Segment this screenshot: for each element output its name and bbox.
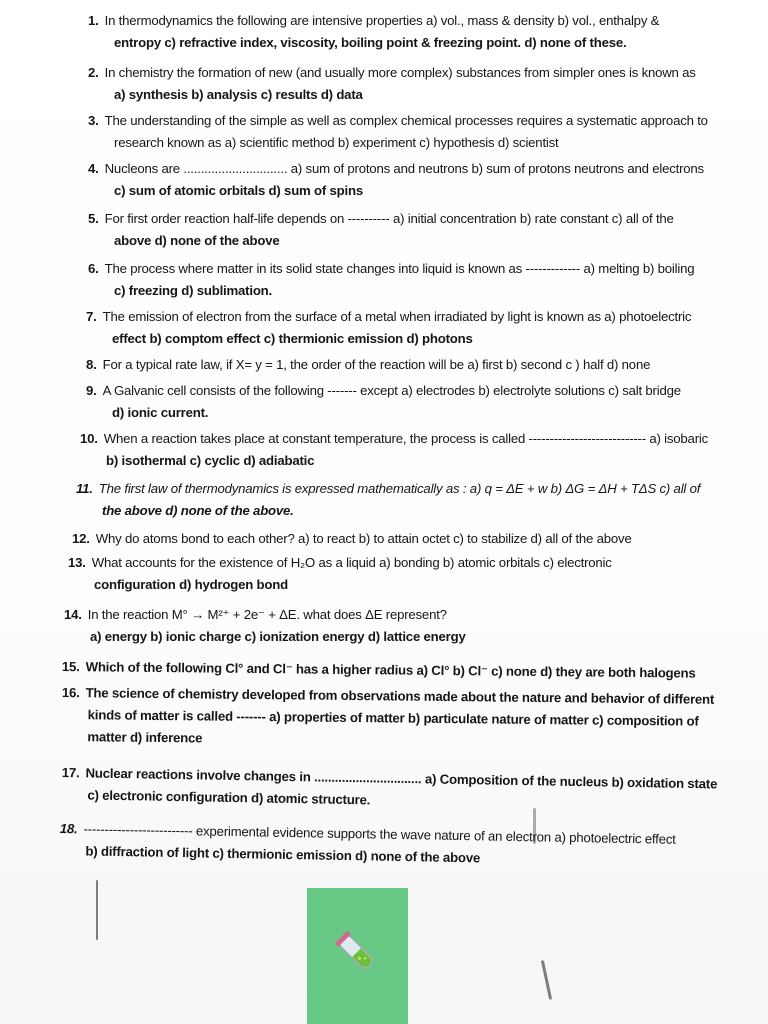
question-6 <box>88 258 694 302</box>
question-text: In thermodynamics the following are intensive properties a) vol., mass & density b) vol., enthalpy & <box>104 13 660 28</box>
question-number: 12. <box>72 531 90 546</box>
question-options: entropy c) refractive index, viscosity, boiling point & freezing point. d) none of these. <box>114 35 627 50</box>
question-text: The science of chemistry developed from observations made about the nature and behavior of different <box>85 685 715 707</box>
question-text: When a reaction takes place at constant temperature, the process is called ---------------------------- a) isobaric <box>103 431 709 446</box>
question-text: What accounts for the existence of H₂O as a liquid a) bonding b) atomic orbitals c) electronic <box>91 555 612 570</box>
question-number: 8. <box>86 357 97 372</box>
question-number: 4. <box>88 161 99 176</box>
question-options: c) sum of atomic orbitals d) sum of spins <box>114 183 363 198</box>
question-number: 1. <box>88 13 99 28</box>
question-12 <box>72 528 632 550</box>
question-18 <box>59 818 676 873</box>
question-options: b) diffraction of light c) thermionic emission d) none of the above <box>85 843 481 866</box>
question-number: 18. <box>59 820 78 837</box>
question-text: Nuclear reactions involve changes in ............................... a) Composition of the nucleus b) oxidation state <box>85 765 718 792</box>
scan-mark <box>96 880 98 940</box>
question-options: research known as a) scientific method b) experiment c) hypothesis d) scientist <box>114 135 559 150</box>
question-options: kinds of matter is called ------- a) properties of matter b) particulate nature of matter c) composition of <box>87 707 699 729</box>
question-13 <box>68 552 612 596</box>
question-2 <box>88 62 696 106</box>
question-text: -------------------------- experimental evidence supports the wave nature of an electron a) photoelectric effect <box>83 821 676 847</box>
question-options-continued: matter d) inference <box>87 729 203 746</box>
question-number: 5. <box>88 211 99 226</box>
test-tube-icon <box>332 928 384 980</box>
question-text: Nucleons are .............................. a) sum of protons and neutrons b) sum of protons neutrons and electrons <box>104 161 704 176</box>
question-17 <box>61 762 717 817</box>
question-number: 2. <box>88 65 99 80</box>
question-14 <box>64 604 466 648</box>
question-options: effect b) comptom effect c) thermionic emission d) photons <box>112 331 473 346</box>
question-5 <box>88 208 674 252</box>
question-text: In the reaction M° → M²⁺ + 2e⁻ + ΔE. what does ΔE represent? <box>87 607 447 622</box>
question-number: 14. <box>64 607 82 622</box>
question-options: a) synthesis b) analysis c) results d) data <box>114 87 363 102</box>
question-16 <box>61 682 714 755</box>
question-number: 9. <box>86 383 97 398</box>
question-4 <box>88 158 704 202</box>
question-options: c) freezing d) sublimation. <box>114 283 272 298</box>
question-text: The understanding of the simple as well as complex chemical processes requires a systematic approach to <box>104 113 708 128</box>
question-number: 6. <box>88 261 99 276</box>
question-10 <box>80 428 708 472</box>
question-text: Why do atoms bond to each other? a) to react b) to attain octet c) to stabilize d) all of the above <box>95 531 632 546</box>
question-number: 15. <box>61 658 80 675</box>
question-text: For a typical rate law, if X= y = 1, the order of the reaction will be a) first b) second c ) half d) none <box>102 357 651 372</box>
scan-mark <box>533 808 536 844</box>
question-number: 3. <box>88 113 99 128</box>
question-number: 7. <box>86 309 97 324</box>
question-options: configuration d) hydrogen bond <box>94 577 288 592</box>
question-text: A Galvanic cell consists of the following ------- except a) electrodes b) electrolyte solutions c) salt bridge <box>102 383 681 398</box>
question-number: 13. <box>68 555 86 570</box>
question-number: 16. <box>61 684 80 701</box>
question-text: The process where matter in its solid state changes into liquid is known as ------------- a) melting b) boiling <box>104 261 695 276</box>
question-options: the above d) none of the above. <box>102 503 294 518</box>
question-options: d) ionic current. <box>112 405 209 420</box>
question-1 <box>88 10 659 54</box>
question-options: b) isothermal c) cyclic d) adiabatic <box>106 453 315 468</box>
question-number: 11. <box>76 481 93 496</box>
question-text: The first law of thermodynamics is expressed mathematically as : a) q = ΔE + w b) ΔG = ΔH + TΔS c) all of <box>98 481 701 496</box>
question-9 <box>86 380 681 424</box>
question-8 <box>86 354 650 376</box>
question-11 <box>76 478 700 522</box>
question-text: In chemistry the formation of new (and usually more complex) substances from simpler ones is known as <box>104 65 696 80</box>
question-options: c) electronic configuration d) atomic structure. <box>87 787 371 808</box>
question-text: Which of the following Cl° and Cl⁻ has a higher radius a) Cl° b) Cl⁻ c) none d) they are both halogens <box>85 659 696 681</box>
question-text: The emission of electron from the surface of a metal when irradiated by light is known as a) photoelectric <box>102 309 692 324</box>
question-options: a) energy b) ionic charge c) ionization energy d) lattice energy <box>90 629 466 644</box>
question-3 <box>88 110 708 154</box>
question-number: 17. <box>61 764 80 781</box>
question-7 <box>86 306 691 350</box>
scan-mark <box>541 960 552 1000</box>
question-options: above d) none of the above <box>114 233 280 248</box>
question-text: For first order reaction half-life depends on ---------- a) initial concentration b) rate constant c) all of the <box>104 211 674 226</box>
question-number: 10. <box>80 431 98 446</box>
question-15 <box>62 656 696 685</box>
